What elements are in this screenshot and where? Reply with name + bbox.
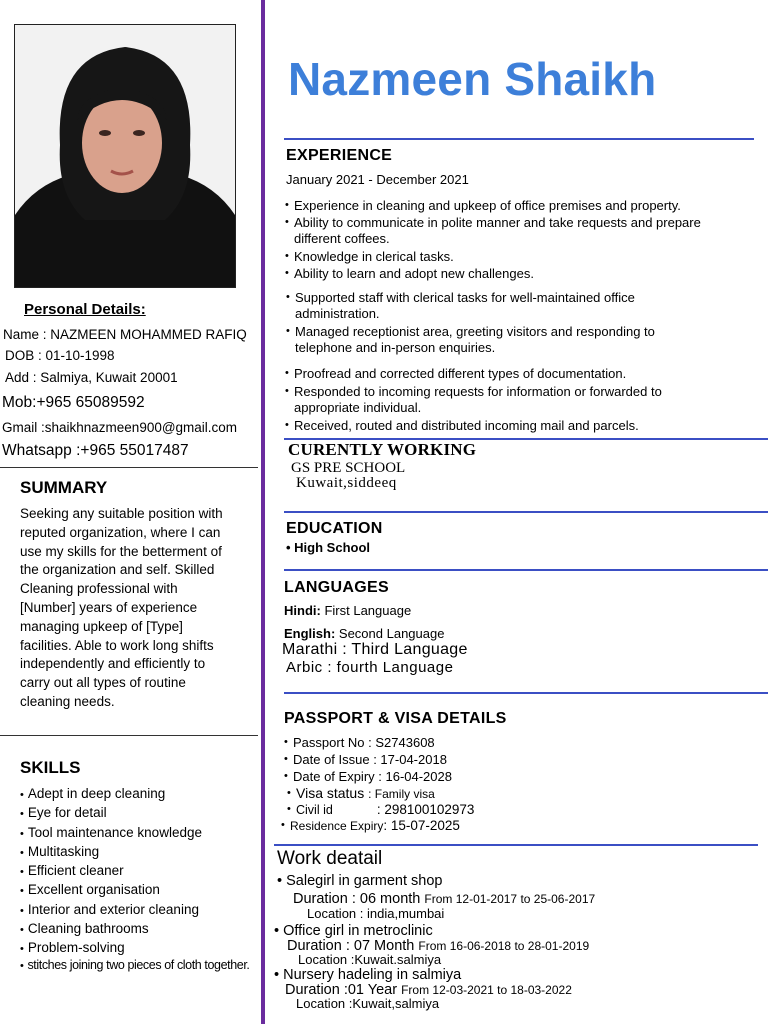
experience-bullet: • Knowledge in clerical tasks. bbox=[294, 248, 454, 265]
experience-heading: EXPERIENCE bbox=[286, 147, 393, 164]
current-heading: CURENTLY WORKING bbox=[288, 440, 477, 459]
passport-heading: PASSPORT & VISA DETAILS bbox=[284, 710, 507, 727]
skill-item: • Multitasking bbox=[20, 844, 99, 859]
passport-issue: • Date of Issue : 17-04-2018 bbox=[293, 751, 447, 768]
job2-duration: Duration : 07 Month From 16-06-2018 to 28-01-2019 bbox=[287, 938, 590, 954]
language-marathi: Marathi : Third Language bbox=[282, 641, 468, 658]
personal-whatsapp: Whatsapp :+965 55017487 bbox=[2, 442, 189, 459]
languages-heading: LANGUAGES bbox=[284, 579, 389, 596]
skill-item: • Tool maintenance knowledge bbox=[20, 825, 202, 840]
residence-expiry: • Residence Expiry: 15-07-2025 bbox=[290, 817, 460, 835]
job1-duration: Duration : 06 month From 12-01-2017 to 25-06-2017 bbox=[293, 891, 596, 907]
job3-title: • Nursery hadeling in salmiya bbox=[274, 967, 462, 983]
skills-heading: SKILLS bbox=[20, 758, 81, 777]
job2-location: Location :Kuwait.salmiya bbox=[298, 952, 442, 967]
skill-item: • Problem-solving bbox=[20, 940, 125, 955]
job1-location: Location : india,mumbai bbox=[307, 906, 445, 921]
job2-title: • Office girl in metroclinic bbox=[274, 923, 433, 939]
personal-name: Name : NAZMEEN MOHAMMED RAFIQ bbox=[3, 327, 247, 342]
personal-details-heading: Personal Details: bbox=[24, 301, 146, 318]
visa-status: • Visa status : Family visa bbox=[296, 785, 435, 803]
experience-bullet-cont: appropriate individual. bbox=[294, 400, 422, 415]
experience-dates: January 2021 - December 2021 bbox=[286, 172, 469, 187]
personal-address: Add : Salmiya, Kuwait 20001 bbox=[5, 370, 178, 385]
language-arbic: Arbic : fourth Language bbox=[286, 659, 454, 676]
experience-bullet: • Received, routed and distributed incoming mail and parcels. bbox=[294, 417, 639, 434]
experience-bullet-cont: telephone and in-person enquiries. bbox=[295, 340, 496, 355]
job3-duration: Duration :01 Year From 12-03-2021 to 18-03-2022 bbox=[285, 982, 572, 998]
right-rule-4 bbox=[284, 692, 768, 694]
summary-text: Seeking any suitable position with reputed organization, where I can use my skills for the betterment of the organization and self. Skilled Cleaning professional with [Number] years of experience managing upkeep of [Type] facilities. Able to work long shifts independently and efficiently to carry out all types of routine cleaning needs. bbox=[20, 506, 223, 709]
passport-expiry: • Date of Expiry : 16-04-2028 bbox=[293, 768, 452, 785]
left-rule-1 bbox=[0, 467, 258, 468]
current-place: Kuwait,siddeeq bbox=[296, 475, 397, 491]
personal-dob: DOB : 01-10-1998 bbox=[5, 348, 115, 363]
right-rule-2 bbox=[284, 511, 768, 513]
civil-id: • Civil id : 298100102973 bbox=[296, 801, 474, 819]
language-english: English: Second Language bbox=[284, 626, 445, 641]
work-heading: Work deatail bbox=[277, 848, 383, 869]
right-rule-5 bbox=[274, 844, 758, 846]
experience-bullet: • Supported staff with clerical tasks for well-maintained office bbox=[295, 289, 635, 306]
skill-item: • Interior and exterior cleaning bbox=[20, 902, 199, 917]
experience-bullet: • Responded to incoming requests for information or forwarded to bbox=[294, 383, 662, 400]
experience-bullet: • Proofread and corrected different types of documentation. bbox=[294, 365, 626, 382]
skill-item: • Eye for detail bbox=[20, 805, 107, 820]
experience-bullet: • Ability to learn and adopt new challenges. bbox=[294, 265, 534, 282]
summary-heading: SUMMARY bbox=[20, 478, 108, 497]
skill-item: • stitches joining two pieces of cloth together. bbox=[20, 958, 249, 972]
experience-bullet-cont: administration. bbox=[295, 306, 380, 321]
job1-title: • Salegirl in garment shop bbox=[277, 873, 443, 889]
candidate-name: Nazmeen Shaikh bbox=[288, 53, 657, 105]
name-rule bbox=[284, 138, 754, 140]
personal-mobile: Mob:+965 65089592 bbox=[2, 394, 145, 411]
vertical-divider bbox=[261, 0, 265, 1024]
skill-item: • Excellent organisation bbox=[20, 882, 160, 897]
education-item: • High School bbox=[286, 540, 371, 555]
language-hindi: Hindi: First Language bbox=[284, 603, 412, 618]
personal-gmail: Gmail :shaikhnazmeen900@gmail.com bbox=[2, 420, 238, 435]
skill-item: • Efficient cleaner bbox=[20, 863, 124, 878]
left-rule-2 bbox=[0, 735, 258, 736]
skill-item: • Cleaning bathrooms bbox=[20, 921, 149, 936]
experience-bullet: • Ability to communicate in polite manner and take requests and prepare bbox=[294, 214, 701, 231]
profile-photo bbox=[14, 24, 236, 288]
passport-number: • Passport No : S2743608 bbox=[293, 734, 435, 751]
right-rule-3 bbox=[284, 569, 768, 571]
skill-item: • Adept in deep cleaning bbox=[20, 786, 165, 801]
experience-bullet-cont: different coffees. bbox=[294, 231, 390, 246]
experience-bullet: • Managed receptionist area, greeting visitors and responding to bbox=[295, 323, 655, 340]
experience-bullet: • Experience in cleaning and upkeep of office premises and property. bbox=[294, 197, 681, 214]
education-heading: EDUCATION bbox=[286, 520, 383, 537]
current-school: GS PRE SCHOOL bbox=[291, 460, 406, 476]
job3-location: Location :Kuwait,salmiya bbox=[296, 996, 440, 1011]
